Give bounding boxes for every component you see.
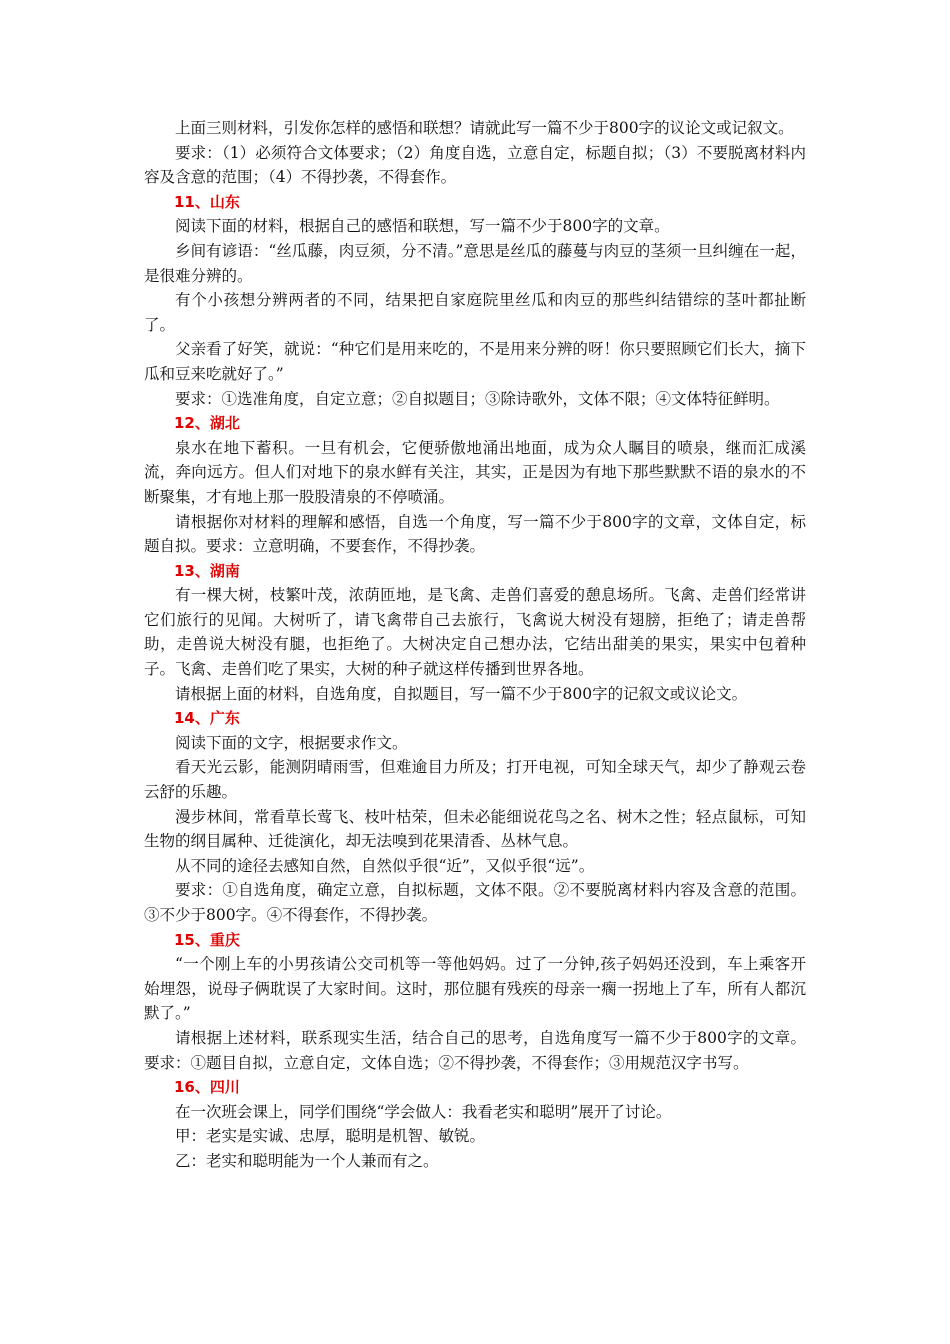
section-paragraph: 在一次班会课上，同学们围绕“学会做人：我看老实和聪明”展开了讨论。: [175, 1102, 672, 1121]
section-paragraph: 看天光云影，能测阴晴雨雪，但难逾目力所及；打开电视，可知全球天气，却少了静观云卷云舒的乐趣。: [144, 758, 806, 802]
section-paragraph: 从不同的途径去感知自然，自然似乎很“近”，又似乎很“远”。: [175, 856, 595, 875]
section-heading: 12、湖北: [174, 414, 240, 433]
section-paragraph: 乙：老实和聪明能为一个人兼而有之。: [175, 1151, 439, 1170]
section-paragraph: 乡间有谚语：“丝瓜藤，肉豆须，分不清。”意思是丝瓜的藤蔓与肉豆的茎须一旦纠缠在一起，是很难分辨的。: [144, 241, 806, 285]
section-paragraph: 要求：①自选角度，确定立意，自拟标题，文体不限。②不要脱离材料内容及含意的范围。③不少于800字。④不得套作，不得抄袭。: [144, 881, 806, 924]
section-paragraph: 有个小孩想分辨两者的不同，结果把自家庭院里丝瓜和肉豆的那些纠结错综的茎叶都扯断了。: [144, 291, 806, 334]
section-paragraph: 请根据上面的材料，自选角度，自拟题目，写一篇不少于800字的记叙文或议论文。: [175, 684, 748, 703]
section-heading: 16、四川: [174, 1078, 240, 1097]
section-paragraph: 阅读下面的文字，根据要求作文。: [175, 733, 408, 752]
section-paragraph: 阅读下面的材料，根据自己的感悟和联想，写一篇不少于800字的文章。: [175, 217, 670, 236]
intro-paragraph: 上面三则材料，引发你怎样的感悟和联想？请就此写一篇不少于800字的议论文或记叙文。: [175, 119, 794, 137]
section-paragraph: 泉水在地下蓄积。一旦有机会，它便骄傲地涌出地面，成为众人瞩目的喷泉，继而汇成溪流，奔向远方。但人们对地下的泉水鲜有关注，其实，正是因为有地下那些默默不语的泉水的不断聚集，才有地上那一股股清泉的不停喷涌。: [144, 438, 806, 506]
section-paragraph: 请根据你对材料的理解和感悟，自选一个角度，写一篇不少于800字的文章，文体自定，标题自拟。要求：立意明确，不要套作，不得抄袭。: [144, 512, 806, 556]
section-paragraph: 甲：老实是实诚、忠厚，聪明是机智、敏锐。: [175, 1127, 486, 1146]
intro-requirements: 要求：（1）必须符合文体要求；（2）角度自选，立意自定，标题自拟；（3）不要脱离材料内容及含意的范围；（4）不得抄袭，不得套作。: [144, 143, 806, 187]
section-heading: 15、重庆: [174, 930, 240, 949]
section-paragraph: 父亲看了好笑，就说：“种它们是用来吃的，不是用来分辨的呀！你只要照顾它们长大，摘下瓜和豆来吃就好了。”: [144, 340, 806, 383]
section-paragraph: 有一棵大树，枝繁叶茂，浓荫匝地，是飞禽、走兽们喜爱的憩息场所。飞禽、走兽们经常讲它们旅行的见闻。大树听了，请飞禽带自己去旅行，飞禽说大树没有翅膀，拒绝了；请走兽帮助，走兽说大树没有腿，也拒绝了。大树决定自己想办法，它结出甜美的果实，果实中包着种子。飞禽、走兽们吃了果实，大树的种子就这样传播到世界各地。: [144, 586, 806, 679]
document-page: [144, 116, 806, 1174]
section-paragraph: 要求：①选准角度，自定立意；②自拟题目；③除诗歌外，文体不限；④文体特征鲜明。: [175, 389, 780, 408]
section-paragraph: 请根据上述材料，联系现实生活，结合自己的思考，自选角度写一篇不少于800字的文章。要求：①题目自拟，立意自定，文体自选；②不得抄袭，不得套作；③用规范汉字书写。: [144, 1028, 806, 1072]
section-heading: 11、山东: [174, 192, 240, 211]
section-heading: 14、广东: [174, 709, 240, 728]
section-paragraph: 漫步林间，常看草长莺飞、枝叶枯荣，但未必能细说花鸟之名、树木之性；轻点鼠标，可知生物的纲目属种、迁徙演化，却无法嗅到花果清香、丛林气息。: [144, 807, 806, 851]
section-heading: 13、湖南: [174, 561, 240, 580]
section-paragraph: “一个刚上车的小男孩请公交司机等一等他妈妈。过了一分钟,孩子妈妈还没到，车上乘客开始埋怨，说母子俩耽误了大家时间。这时，那位腿有残疾的母亲一瘸一拐地上了车，所有人都沉默了。”: [144, 955, 806, 1023]
